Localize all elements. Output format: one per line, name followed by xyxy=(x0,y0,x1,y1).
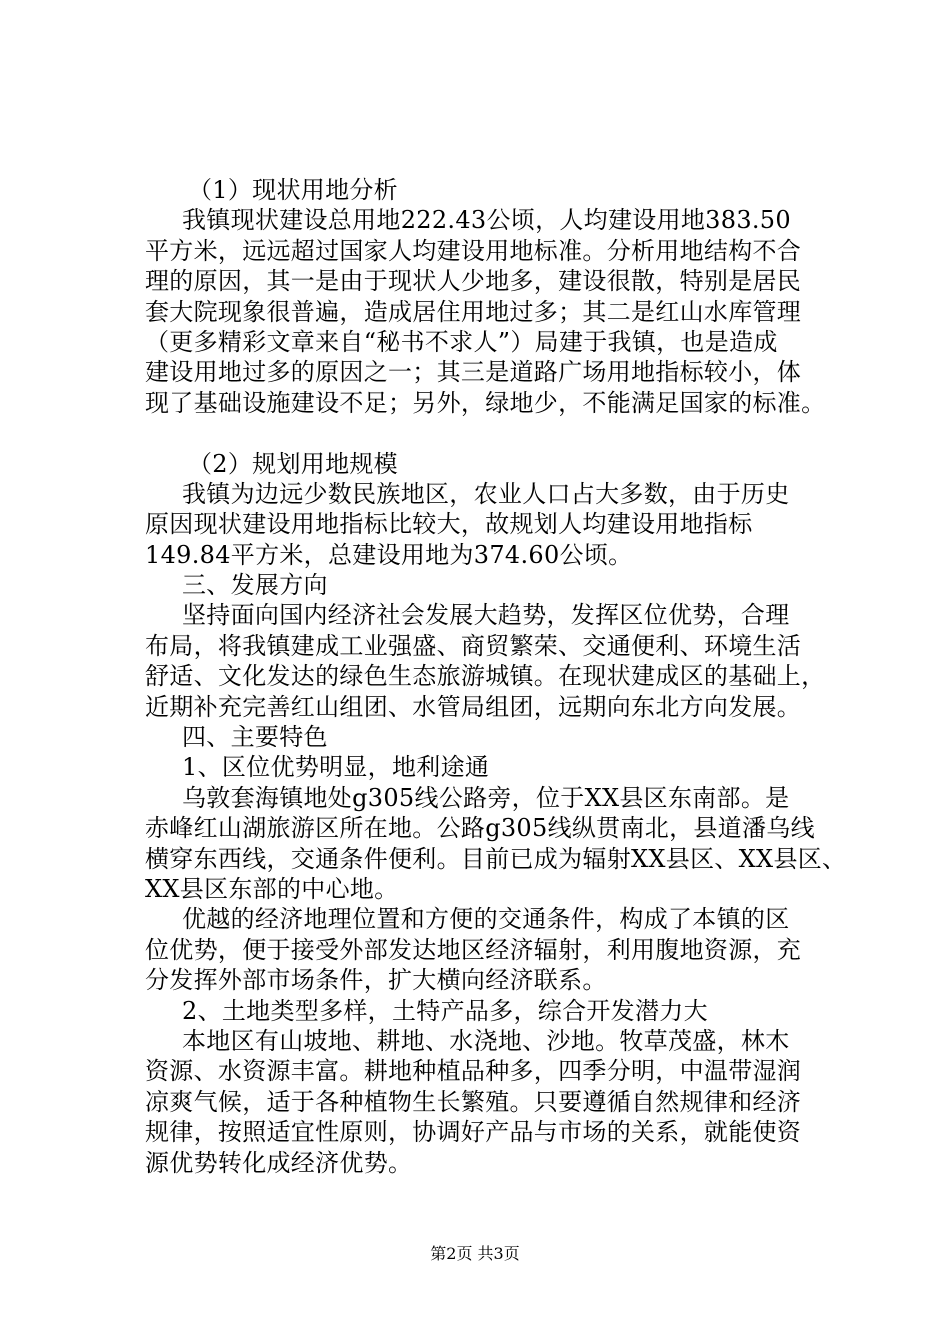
paragraph-line: 乌敦套海镇地处g305线公路旁，位于XX县区东南部。是 xyxy=(182,783,790,812)
section3-heading: 三、发展方向 xyxy=(182,571,328,600)
paragraph-line: （更多精彩文章来自“秘书不求人”）局建于我镇，也是造成 xyxy=(145,327,778,356)
paragraph-line: 资源、水资源丰富。耕地种植品种多，四季分明，中温带湿润 xyxy=(145,1057,802,1086)
paragraph-line: 我镇现状建设总用地222.43公顷，人均建设用地383.50 xyxy=(182,206,791,235)
paragraph-line: 149.84平方米，总建设用地为374.60公顷。 xyxy=(145,540,633,569)
paragraph-line: 我镇为边远少数民族地区，农业人口占大多数，由于历史 xyxy=(182,479,790,508)
paragraph-line: 优越的经济地理位置和方便的交通条件，构成了本镇的区 xyxy=(182,905,790,934)
paragraph-line: 位优势，便于接受外部发达地区经济辐射，利用腹地资源，充 xyxy=(145,935,802,964)
paragraph-line: 横穿东西线，交通条件便利。目前已成为辐射XX县区、XX县区、 xyxy=(145,844,847,873)
subsection1-heading: 1、区位优势明显，地利途通 xyxy=(182,753,490,782)
paragraph-line: 源优势转化成经济优势。 xyxy=(145,1148,413,1177)
paragraph-line: 现了基础设施建设不足；另外，绿地少，不能满足国家的标准。 xyxy=(145,388,826,417)
paragraph-line: 近期补充完善红山组团、水管局组团，远期向东北方向发展。 xyxy=(145,692,802,721)
paragraph-line: 本地区有山坡地、耕地、水浇地、沙地。牧草茂盛，林木 xyxy=(182,1026,790,1055)
paragraph-line: 原因现状建设用地指标比较大，故规划人均建设用地指标 xyxy=(145,510,753,539)
paragraph-line: XX县区东部的中心地。 xyxy=(145,874,399,903)
paragraph-line: 建设用地过多的原因之一；其三是道路广场用地指标较小，体 xyxy=(145,358,802,387)
paragraph-line: 赤峰红山湖旅游区所在地。公路g305线纵贯南北，县道潘乌线 xyxy=(145,814,815,843)
paragraph-line: 规律，按照适宜性原则，协调好产品与市场的关系，就能使资 xyxy=(145,1118,802,1147)
paragraph-line: 平方米，远远超过国家人均建设用地标准。分析用地结构不合 xyxy=(145,236,802,265)
paragraph-line: 套大院现象很普遍，造成居住用地过多；其二是红山水库管理 xyxy=(145,297,802,326)
paragraph-line: 理的原因，其一是由于现状人少地多，建设很散，特别是居民 xyxy=(145,267,802,296)
paragraph-line: 布局，将我镇建成工业强盛、商贸繁荣、交通便利、环境生活 xyxy=(145,631,802,660)
paragraph-line: 分发挥外部市场条件，扩大横向经济联系。 xyxy=(145,966,607,995)
paragraph-line: 舒适、文化发达的绿色生态旅游城镇。在现状建成区的基础上， xyxy=(145,662,826,691)
section2-heading: （2）规划用地规模 xyxy=(188,449,398,478)
paragraph-line: 坚持面向国内经济社会发展大趋势，发挥区位优势，合理 xyxy=(182,601,790,630)
section4-heading: 四、主要特色 xyxy=(182,723,328,752)
blank-line xyxy=(145,418,845,448)
section1-heading: （1）现状用地分析 xyxy=(188,176,398,204)
page-number-footer: 第2页 共3页 xyxy=(430,1244,520,1263)
document-body xyxy=(145,175,845,1178)
paragraph-line: 凉爽气候，适于各种植物生长繁殖。只要遵循自然规律和经济 xyxy=(145,1087,802,1116)
subsection2-heading: 2、土地类型多样，土特产品多，综合开发潜力大 xyxy=(182,996,708,1025)
